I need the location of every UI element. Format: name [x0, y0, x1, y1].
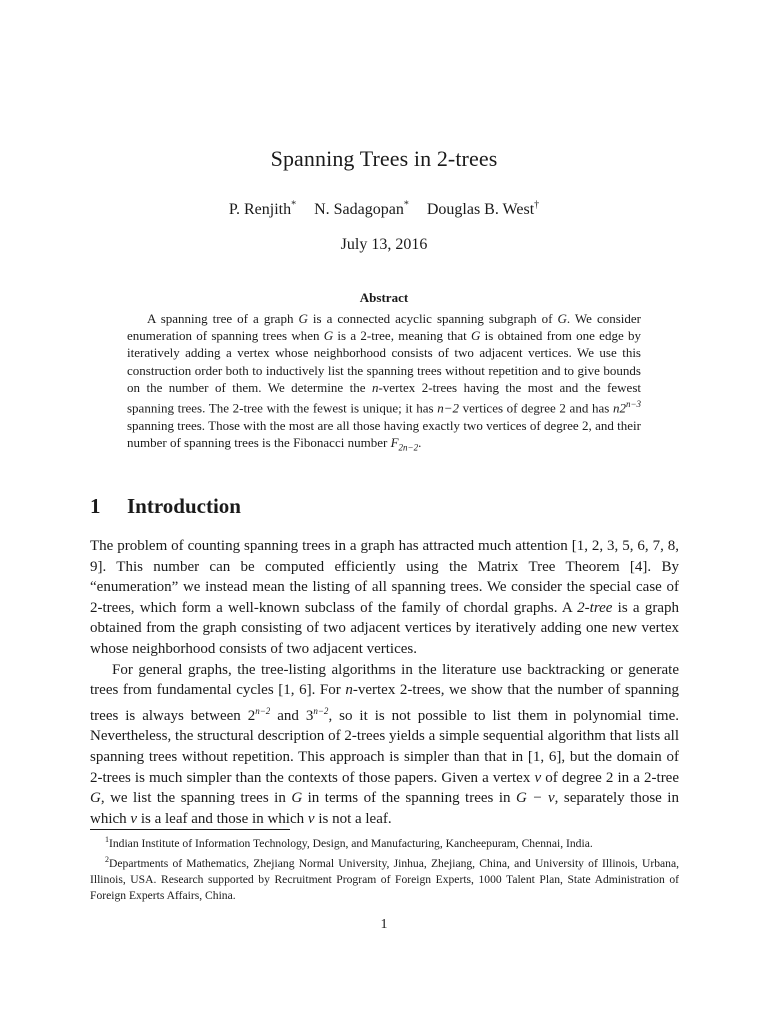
section-heading	[90, 494, 241, 519]
author-mark: †	[534, 200, 540, 211]
section-number: 1	[90, 494, 101, 518]
intro-paragraph-2: For general graphs, the tree-listing algorithms in the literature use backtracking or generate trees from fundamental cycles [1, 6]. For n-vertex 2-trees, we show that the number of spanning trees is always between $2^{n-2}$ and $3^{n-2}$, so it is not possible to list them in polynomial time. Nevertheless, the structural description of 2-trees yields a simple sequential algorithm that lists all spanning trees without repetition. This approach is simpler than that in [1, 6], but the domain of 2-trees is much simpler than the contexts of those papers. Given a vertex v of degree 2 in a 2-tree G, we list the spanning trees in G in terms of the spanning trees in G − v, separately those in which v is a leaf and those in which v is not a leaf.	[90, 661, 680, 827]
page-number: 1	[380, 917, 388, 932]
footnotes	[90, 832, 679, 904]
abstract-heading: Abstract	[359, 290, 409, 305]
author-3	[427, 201, 539, 218]
footnote-mark: 1	[105, 835, 109, 844]
section-title: Introduction	[127, 494, 241, 518]
author-list	[0, 200, 768, 219]
author-name: Douglas B. West	[426, 201, 535, 219]
footnote-mark: 2	[105, 854, 109, 864]
footnote-1: $^1$Indian Institute of Information Technology, Design, and Manufacturing, Kancheepuram, Chennai, India.	[105, 835, 593, 850]
intro-paragraph-1: The problem of counting spanning trees in a graph has attracted much attention [1, 2, 3, 5, 6, 7, 8, 9]. This number can be computed efficiently using the Matrix Tree Theorem [4]. By “enumeration” we instead mean the listing of all spanning trees. We consider the special case of 2-trees, which form a well-known subclass of the family of chordal graphs. A 2-tree is a graph obtained from the graph consisting of two adjacent vertices by iteratively adding one new vertex whose neighborhood consists of two adjacent vertices.	[90, 538, 679, 657]
footnote-2: $^2$Departments of Mathematics, Zhejiang Normal University, Jinhua, Zhejiang, China, and University of Illinois, Urbana, Illinois, USA. Research supported by Recruitment Program of Foreign Experts, 1000 Talent Plan, State Administration of Foreign Experts Affairs, China.	[90, 854, 679, 902]
introduction-body	[90, 536, 679, 829]
paper-title: Spanning Trees in 2-trees	[270, 146, 498, 171]
author-name: N. Sadagopan	[314, 201, 404, 219]
author-2	[314, 201, 409, 218]
paper-date: July 13, 2016	[340, 236, 428, 253]
author-name: P. Renjith	[228, 201, 292, 219]
abstract-body	[127, 310, 641, 457]
author-mark: *	[291, 200, 297, 211]
author-1	[229, 201, 296, 218]
author-mark: *	[403, 200, 409, 211]
footnote-divider	[90, 829, 290, 830]
abstract-paragraph: A spanning tree of a graph G is a connected acyclic spanning subgraph of G. We consider enumeration of spanning trees when G is a 2-tree, meaning that G is obtained from one edge by iteratively adding a vertex whose neighborhood consists of two adjacent vertices. We use this construction order both to inductively list the spanning trees without repetition and to give bounds on the number of them. We determine the n-vertex 2-trees having the most and the fewest spanning trees. The 2-tree with the fewest is unique; it has n−2 vertices of degree 2 and has $n2^{n-3}$ spanning trees. Those with the most are all those having exactly two vertices of degree 2, and their number of spanning trees is the Fibonacci number $F_{2n-2}$.	[127, 311, 642, 453]
